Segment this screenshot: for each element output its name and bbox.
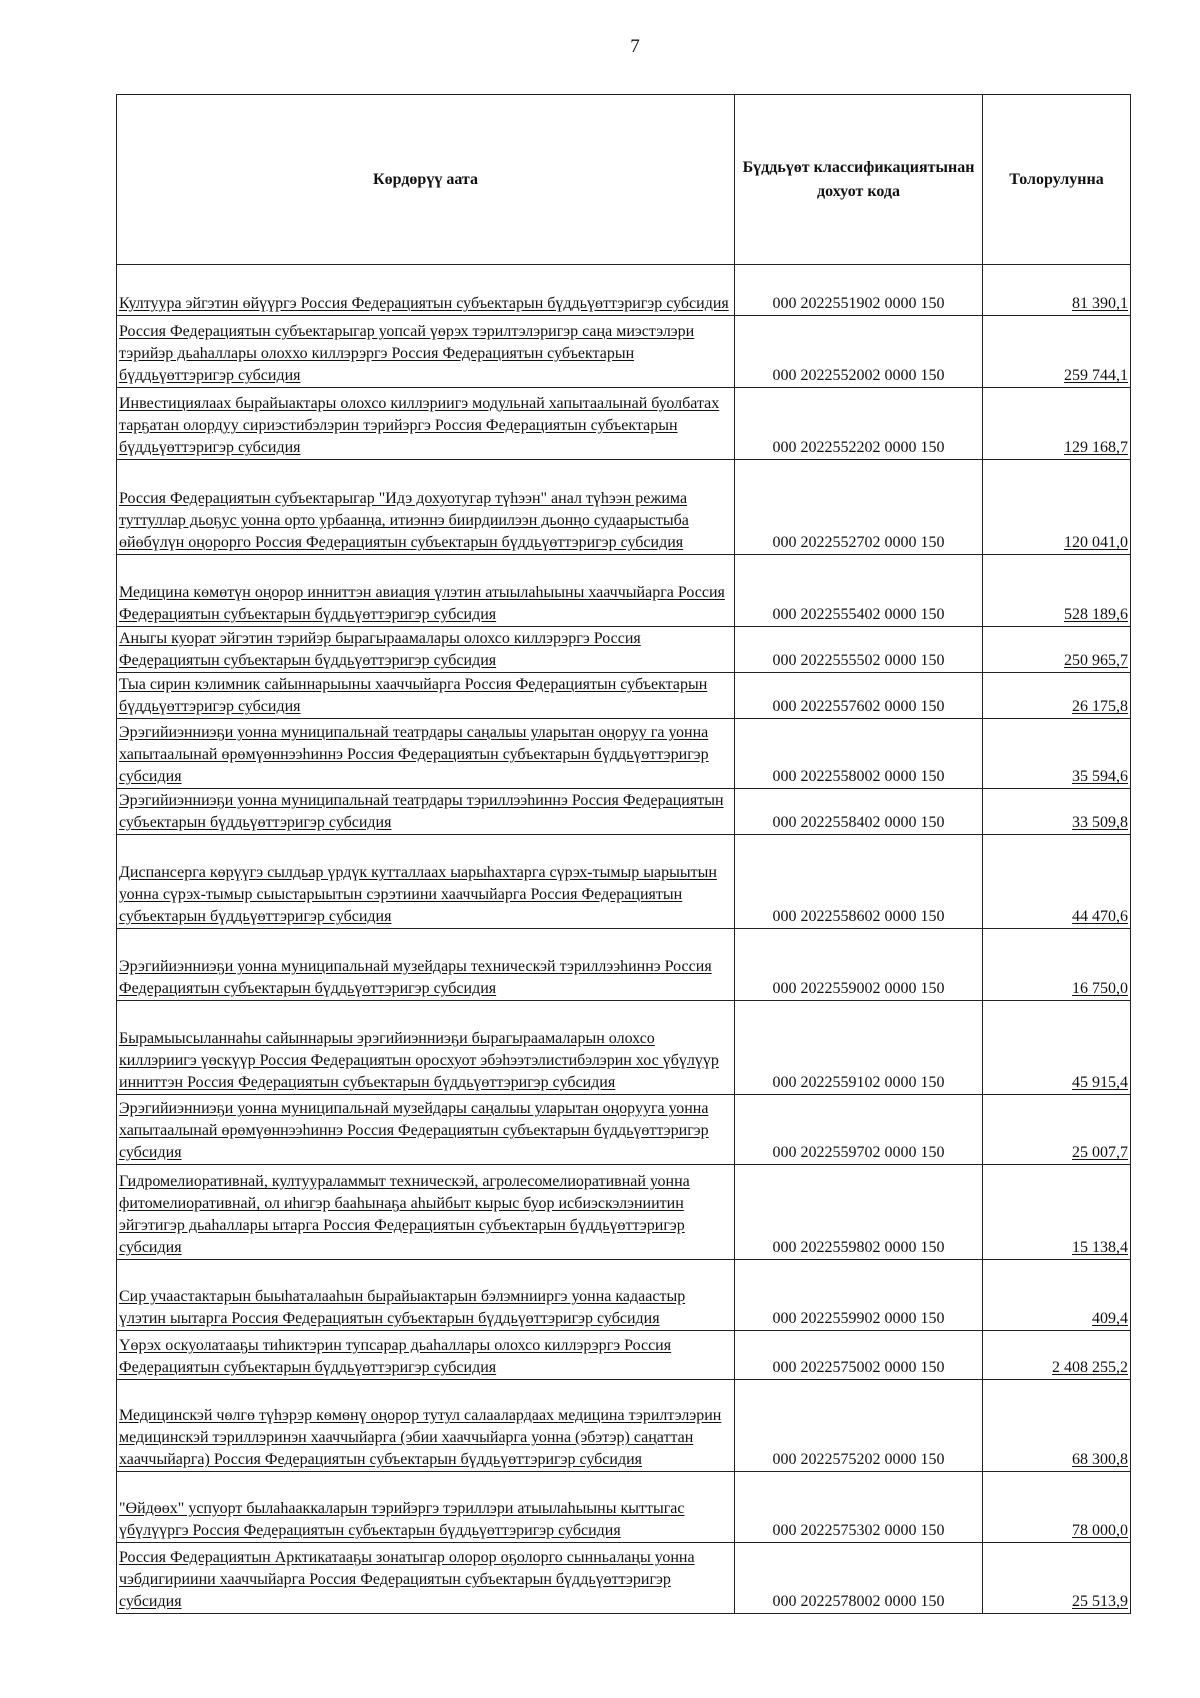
row-amount: 2 408 255,2 <box>983 1331 1131 1380</box>
table-row <box>117 460 1131 555</box>
row-amount: 25 513,9 <box>983 1543 1131 1614</box>
table-row <box>117 1472 1131 1543</box>
row-code: 000 2022551902 0000 150 <box>735 265 983 316</box>
table-row <box>117 719 1131 789</box>
row-name: Култуура эйгэтин өйүүргэ Россия Федерациятын субъектарын бүддьүөттэригэр субсидия <box>117 265 735 316</box>
row-amount: 44 470,6 <box>983 835 1131 929</box>
row-name: Медицина көмөтүн оңорор инниттэн авиация үлэтин атыылаһыыны хааччыйарга Россия Федерациятын субъектарын бүддьүөттэригэр субсидия <box>117 555 735 627</box>
row-amount: 35 594,6 <box>983 719 1131 789</box>
row-name: Эрэгийиэнниэҕи уонна муниципальнай театрдары тэриллээһиннэ Россия Федерациятын субъектарын бүддьүөттэригэр субсидия <box>117 789 735 835</box>
row-name: Үөрэх оскуолатааҕы тиһиктэрин тупсарар дьаһаллары олохсо киллэрэргэ Россия Федерациятын субъектарын бүддьүөттэригэр субсидия <box>117 1331 735 1380</box>
row-name: Эрэгийиэнниэҕи уонна муниципальнай музейдары саңалыы уларытан оңорууга уонна хапытаалынай өрөмүөннээһиннэ Россия Федерациятын субъектарын бүддьүөттэригэр субсидия <box>117 1095 735 1165</box>
row-name: Медицинскэй чөлгө түһэрэр көмөнү оңорор тутул салаалардаах медицина тэрилтэлэрин медицинскэй тэриллэринэн хааччыйарга (эбии хааччыйарга уонна (эбэтэр) саңаттан хааччыйарга) Россия Федерациятын субъектарын бүддьүөттэригэр субсидия <box>117 1380 735 1472</box>
row-name: Эрэгийиэнниэҕи уонна муниципальнай театрдары саңалыы уларытан оңоруу га уонна хапытаалынай өрөмүөннээһиннэ Россия Федерациятын субъектарын бүддьүөттэригэр субсидия <box>117 719 735 789</box>
row-amount: 15 138,4 <box>983 1165 1131 1260</box>
table-row <box>117 1380 1131 1472</box>
table-row <box>117 265 1131 316</box>
table-row <box>117 929 1131 1001</box>
row-amount: 25 007,7 <box>983 1095 1131 1165</box>
row-name: Гидромелиоративнай, култуураламмыт техническэй, агролесомелиоративнай уонна фитомелиоративнай, ол иһигэр бааһынаҕа аһыйбыт кырыс буор исбиэскэлэниитин эйгэтигэр дьаһаллары ытарга Россия Федерациятын субъектарын бүддьүөттэригэр субсидия <box>117 1165 735 1260</box>
row-name: Бырамыысыланнаһы сайыннарыы эрэгийиэнниэҕи бырагыраамаларын олохсо киллэриигэ үөскүүр Россия Федерациятын оросхуот эбэһээтэлистибэлэрин хос үбүлүүр инниттэн Россия Федерациятын субъектарын бүддьүөттэригэр субсидия <box>117 1001 735 1095</box>
page-number: 7 <box>630 36 640 57</box>
table-row <box>117 1543 1131 1614</box>
row-name: Россия Федерациятын субъектарыгар уопсай үөрэх тэрилтэлэригэр саңа миэстэлэри тэрийэр дьаһаллары олоххо киллэрэргэ Россия Федерациятын субъектарын бүддьүөттэригэр субсидия <box>117 316 735 388</box>
table-row <box>117 1165 1131 1260</box>
table-row <box>117 1260 1131 1331</box>
header-indicator-name: Көрдөрүү аата <box>117 95 735 265</box>
budget-revenue-table <box>116 94 1131 1614</box>
row-code: 000 2022575302 0000 150 <box>735 1472 983 1543</box>
row-name: Эрэгийиэнниэҕи уонна муниципальнай музейдары техническэй тэриллээһиннэ Россия Федерациятын субъектарын бүддьүөттэригэр субсидия <box>117 929 735 1001</box>
table-row <box>117 316 1131 388</box>
row-name: Тыа сирин кэлимник сайыннарыыны хааччыйарга Россия Федерациятын субъектарын бүддьүөттэригэр субсидия <box>117 673 735 719</box>
row-amount: 45 915,4 <box>983 1001 1131 1095</box>
table-row <box>117 835 1131 929</box>
row-code: 000 2022559902 0000 150 <box>735 1260 983 1331</box>
row-code: 000 2022578002 0000 150 <box>735 1543 983 1614</box>
row-code: 000 2022552702 0000 150 <box>735 460 983 555</box>
row-code: 000 2022575002 0000 150 <box>735 1331 983 1380</box>
row-name: Диспансерга көрүүгэ сылдьар үрдүк кутталлаах ыарыһахтарга сүрэх-тымыр ыарыытын уонна сүрэх-тымыр сыыстарыытын сэрэтиини хааччыйарга Россия Федерациятын субъектарын бүддьүөттэригэр субсидия <box>117 835 735 929</box>
row-code: 000 2022558002 0000 150 <box>735 719 983 789</box>
row-amount: 81 390,1 <box>983 265 1131 316</box>
row-amount: 33 509,8 <box>983 789 1131 835</box>
row-name: Россия Федерациятын Арктикатааҕы зонатыгар олорор оҕолорго сынньалаңы уонна чэбдигириини хааччыйарга Россия Федерациятын субъектарын бүддьүөттэригэр субсидия <box>117 1543 735 1614</box>
row-amount: 528 189,6 <box>983 555 1131 627</box>
table-row <box>117 789 1131 835</box>
table-row <box>117 627 1131 673</box>
table-row <box>117 673 1131 719</box>
row-amount: 129 168,7 <box>983 388 1131 460</box>
row-code: 000 2022557602 0000 150 <box>735 673 983 719</box>
row-amount: 120 041,0 <box>983 460 1131 555</box>
row-amount: 250 965,7 <box>983 627 1131 673</box>
row-code: 000 2022552002 0000 150 <box>735 316 983 388</box>
row-code: 000 2022559102 0000 150 <box>735 1001 983 1095</box>
row-name: Россия Федерациятын субъектарыгар "Идэ дохуотугар түһээн" анал түһээн режима туттуллар дьоҕус уонна орто урбаанңа, итиэннэ биирдиилээн дьонңо судаарыстыба өйөбүлүн оңорорго Россия Федерациятын субъектарын бүддьүөттэригэр субсидия <box>117 460 735 555</box>
header-budget-code: Бүддьүөт классификациятынан дохуот кода <box>735 95 983 265</box>
row-amount: 68 300,8 <box>983 1380 1131 1472</box>
row-amount: 16 750,0 <box>983 929 1131 1001</box>
table-header-row <box>117 95 1131 265</box>
row-code: 000 2022558402 0000 150 <box>735 789 983 835</box>
row-name: Инвестициялаах бырайыактары олохсо киллэриигэ модульнай хапытаалынай буолбатах тарҕатан олордуу сириэстибэлэрин тэрийэргэ Россия Федерациятын субъектарын бүддьүөттэригэр субсидия <box>117 388 735 460</box>
row-code: 000 2022552202 0000 150 <box>735 388 983 460</box>
row-code: 000 2022559002 0000 150 <box>735 929 983 1001</box>
row-code: 000 2022575202 0000 150 <box>735 1380 983 1472</box>
row-amount: 78 000,0 <box>983 1472 1131 1543</box>
table-row <box>117 388 1131 460</box>
table-row <box>117 1001 1131 1095</box>
row-amount: 409,4 <box>983 1260 1131 1331</box>
row-name: "Өйдөөх" успуорт былаһааккаларын тэрийэргэ тэриллэри атыылаһыыны кыттыгас үбүлүүргэ Россия Федерациятын субъектарын бүддьүөттэригэр субсидия <box>117 1472 735 1543</box>
table-row <box>117 555 1131 627</box>
table-row <box>117 1331 1131 1380</box>
row-name: Сир учаастактарын быыһаталааһын бырайыактарын бэлэмнииргэ уонна кадаастыр үлэтин ыытарга Россия Федерациятын субъектарын бүддьүөттэригэр субсидия <box>117 1260 735 1331</box>
row-code: 000 2022558602 0000 150 <box>735 835 983 929</box>
header-amount: Толорулунна <box>983 95 1131 265</box>
row-code: 000 2022559802 0000 150 <box>735 1165 983 1260</box>
table-row <box>117 1095 1131 1165</box>
row-code: 000 2022559702 0000 150 <box>735 1095 983 1165</box>
row-amount: 259 744,1 <box>983 316 1131 388</box>
row-code: 000 2022555402 0000 150 <box>735 555 983 627</box>
row-name: Аныгы куорат эйгэтин тэрийэр бырагыраамалары олохсо киллэрэргэ Россия Федерациятын субъектарын бүддьүөттэригэр субсидия <box>117 627 735 673</box>
row-code: 000 2022555502 0000 150 <box>735 627 983 673</box>
row-amount: 26 175,8 <box>983 673 1131 719</box>
